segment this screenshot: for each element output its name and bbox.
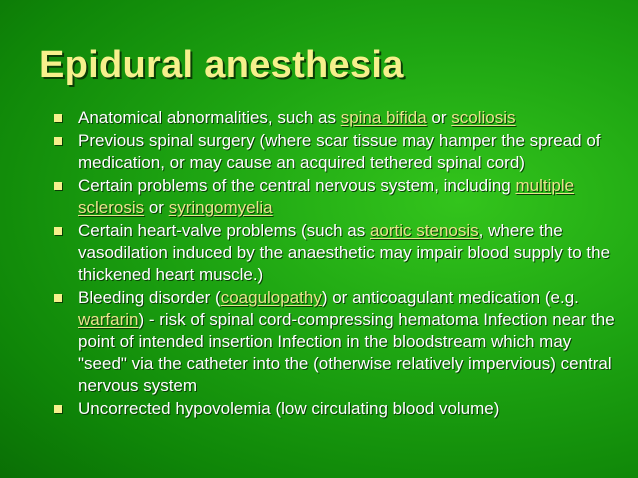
bullet-text: or (426, 108, 452, 127)
bullet-text: or (144, 198, 169, 217)
bullet-text: Uncorrected hypovolemia (low circulating blood volume) (78, 399, 500, 418)
square-bullet-icon (54, 182, 62, 190)
hyperlink[interactable]: multiple sclerosis (78, 176, 575, 217)
bullet-text: ) or anticoagulant medication (e.g. (321, 288, 579, 307)
hyperlink[interactable]: aortic stenosis (369, 221, 479, 240)
bullet-item (52, 220, 622, 286)
bullet-text: Anatomical abnormalities, such as (78, 108, 341, 127)
bullet-item (52, 287, 622, 397)
hyperlink[interactable]: scoliosis (451, 108, 516, 127)
square-bullet-icon (54, 405, 62, 413)
bullet-item (52, 130, 622, 174)
bullet-item (52, 107, 622, 129)
hyperlink[interactable]: warfarin (78, 310, 139, 329)
square-bullet-icon (54, 227, 62, 235)
hyperlink[interactable]: coagulopathy (220, 288, 322, 307)
slide-title: Epidural anesthesia (39, 44, 404, 86)
bullet-text: Bleeding disorder ( (78, 288, 221, 307)
bullet-item (52, 175, 622, 219)
bullet-list (52, 107, 622, 421)
square-bullet-icon (54, 137, 62, 145)
square-bullet-icon (54, 114, 62, 122)
hyperlink[interactable]: spina bifida (340, 108, 427, 127)
square-bullet-icon (54, 294, 62, 302)
bullet-text: Certain problems of the central nervous system, including (78, 176, 516, 195)
bullet-text: Certain heart-valve problems (such as (78, 221, 370, 240)
bullet-text: , where the vasodilation induced by the anaesthetic may impair blood supply to the thickened heart muscle.) (78, 221, 611, 284)
bullet-item (52, 398, 622, 420)
hyperlink[interactable]: syringomyelia (168, 198, 273, 217)
bullet-text: Previous spinal surgery (where scar tissue may hamper the spread of medication, or may cause an acquired tethered spinal cord) (78, 131, 601, 172)
bullet-text: ) - risk of spinal cord-compressing hematoma Infection near the point of intended insertion Infection in the bloodstream which may "seed" via the catheter into the (otherwise relatively impervious) central nervous system (78, 310, 615, 395)
